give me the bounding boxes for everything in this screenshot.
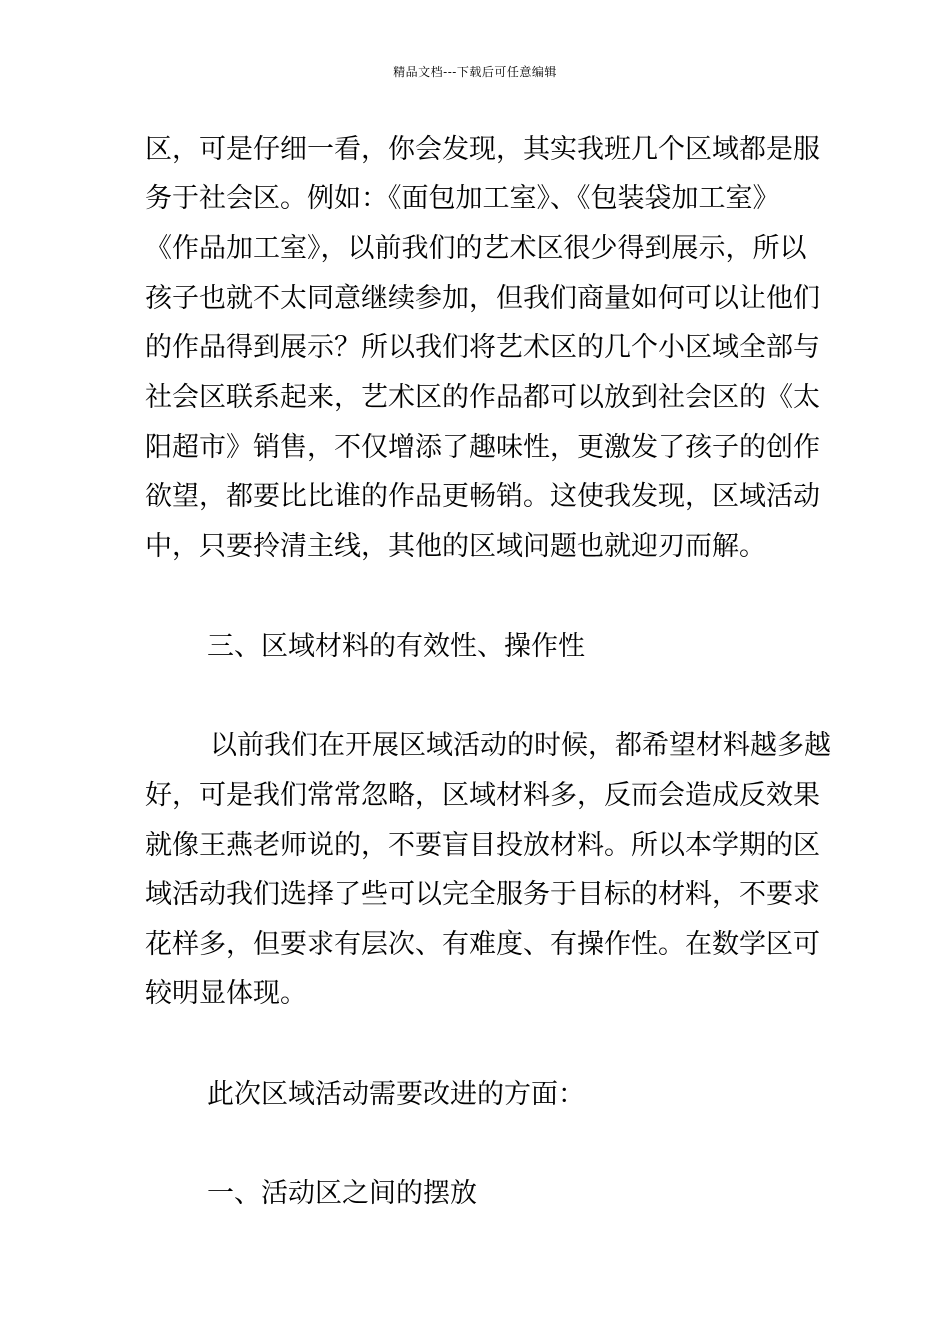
paragraph-1-line-3: 《作品加工室》，以前我们的艺术区很少得到展示，所以 <box>145 233 807 264</box>
paragraph-1-line-8: 欲望，都要比比谁的作品更畅销。这使我发现，区域活动 <box>145 481 820 512</box>
paragraph-2-line-5: 花样多，但要求有层次、有难度、有操作性。在数学区可 <box>145 929 820 960</box>
paragraph-2-line-6: 较明显体现。 <box>145 978 307 1009</box>
paragraph-1-line-7: 阳超市》销售，不仅增添了趣味性，更激发了孩子的创作 <box>145 432 820 463</box>
paragraph-1-line-4: 孩子也就不太同意继续参加，但我们商量如何可以让他们 <box>145 283 820 314</box>
paragraph-1-line-6: 社会区联系起来，艺术区的作品都可以放到社会区的《太 <box>145 382 820 413</box>
section-heading-3: 三、区域材料的有效性、操作性 <box>207 631 585 662</box>
paragraph-2-line-4: 域活动我们选择了些可以完全服务于目标的材料，不要求 <box>145 879 820 910</box>
paragraph-1-line-1: 区，可是仔细一看，你会发现，其实我班几个区域都是服 <box>145 134 820 165</box>
paragraph-2-line-1: 以前我们在开展区域活动的时候，都希望材料越多越 <box>210 730 831 761</box>
paragraph-1-line-9: 中，只要拎清主线，其他的区域问题也就迎刃而解。 <box>145 531 766 562</box>
paragraph-2-line-3: 就像王燕老师说的，不要盲目投放材料。所以本学期的区 <box>145 830 820 861</box>
section-heading-1: 一、活动区之间的摆放 <box>207 1178 477 1209</box>
paragraph-1-line-5: 的作品得到展示？所以我们将艺术区的几个小区域全部与 <box>145 332 820 363</box>
page-header: 精品文档---下载后可任意编辑 <box>393 65 557 79</box>
paragraph-2-line-2: 好，可是我们常常忽略，区域材料多，反而会造成反效果 <box>145 780 820 811</box>
improvement-heading: 此次区域活动需要改进的方面： <box>207 1079 585 1110</box>
paragraph-1-line-2: 务于社会区。例如：《面包加工室》、《包装袋加工室》 <box>145 183 780 214</box>
